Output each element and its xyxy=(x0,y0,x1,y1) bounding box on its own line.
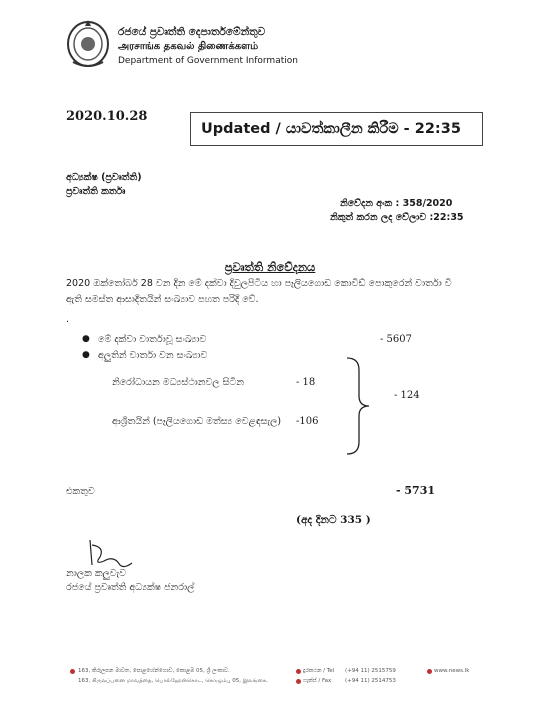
footer-address-1: 163, කිරුලපන මාවත, පොළහේන්ගොඩ, කොළඹ 05, ශ්‍රී ලංකාව. xyxy=(78,668,230,674)
addressee-line2: ප්‍රවෘත්ති කර්තෘ xyxy=(66,186,126,197)
item2-label: අලුතින් වාර්තා වන සංඛ්‍යාව xyxy=(98,350,208,361)
org-name-sinhala: රජයේ ප්‍රවෘත්ති දෙපාර්තමේන්තුව xyxy=(118,26,266,38)
globe-icon xyxy=(427,669,432,674)
intro-line-2: ඇති සමස්ත ආසාදිතයින් සංඛ්‍යාව පහත පරිදි වේ. xyxy=(66,294,259,305)
item1-label: මේ දක්වා වාර්තාවූ සංඛ්‍යාව xyxy=(98,334,207,345)
sub2-label: ආශ්‍රිතයින් (පෑලියගොඩ මත්ස්‍ය වෙළඳසැල) xyxy=(112,416,282,427)
update-label: Updated / යාවත්කාලීන කිරීම - 22:35 xyxy=(201,121,461,137)
bullet-icon: ● xyxy=(82,334,90,344)
sub1-value: - 18 xyxy=(296,377,316,388)
government-emblem-icon xyxy=(65,18,111,68)
brace-icon xyxy=(345,356,375,456)
footer-fax-label: ෆැක්ස් / Fax xyxy=(303,678,332,684)
today-note: (අද දිනට 335 ) xyxy=(296,514,371,526)
bullet-icon: ● xyxy=(82,350,90,360)
intro-paragraph xyxy=(66,276,486,308)
footer-tel: (+94 11) 2515759 xyxy=(345,668,396,674)
total-label: එකතුව xyxy=(66,486,95,497)
footer-tel-label: දුරකථන / Tel xyxy=(303,668,335,674)
org-name-english: Department of Government Information xyxy=(118,56,298,66)
signatory-name: නාලක කලුවැව xyxy=(66,568,127,579)
sub1-label: නිරෝධායන මධ්‍යස්ථානවල සිටින xyxy=(112,377,244,388)
release-time: නිකුත් කරන ලද වේලාව :22:35 xyxy=(330,212,464,223)
org-name-tamil: அரசாங்க தகவல் திணைக்களம் xyxy=(118,41,259,52)
release-date: 2020.10.28 xyxy=(66,109,148,124)
footer-fax: (+94 11) 2514753 xyxy=(345,678,396,684)
new-total-value: - 124 xyxy=(394,390,420,401)
intro-line-1: 2020 ඔක්තෝබර් 28 වන දින මේ දක්වා දිවුලපිටිය හා පෑලියගොඩ කොවිඩ් පොකුරෙන් වාර්තා වී xyxy=(66,278,452,289)
fax-icon xyxy=(296,679,301,684)
footer-web: www.news.lk xyxy=(434,668,470,674)
dot-marker: . xyxy=(66,314,70,325)
total-value: - 5731 xyxy=(396,484,436,497)
page-title: ප්‍රවෘත්ති නිවේදනය xyxy=(224,260,316,274)
release-number: නිවේදන අංක : 358/2020 xyxy=(340,198,453,209)
footer-address-2: 163, கிருலப்பனை மாவத்தை, பொல்ஹேன்கொட, கொழும்பு 05, இலங்கை. xyxy=(78,678,268,684)
addressee-line1: අධ්‍යක්ෂ (ප්‍රවෘත්ති) xyxy=(66,172,142,183)
signatory-title: රජයේ ප්‍රවෘත්ති අධ්‍යක්ෂ ජනරාල් xyxy=(66,582,195,593)
sub2-value: -106 xyxy=(296,416,319,427)
phone-icon xyxy=(296,669,301,674)
footer-bullet-icon xyxy=(70,669,75,674)
update-box xyxy=(190,112,483,146)
item1-value: - 5607 xyxy=(380,334,413,345)
